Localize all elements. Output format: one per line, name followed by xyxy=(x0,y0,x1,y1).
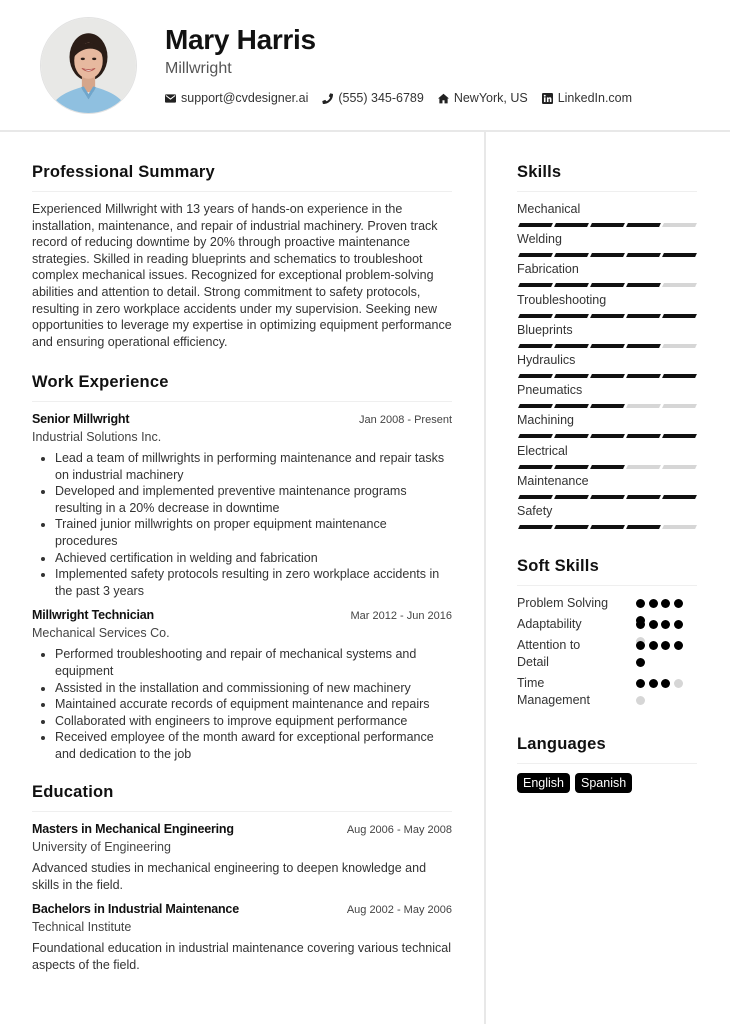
skill-name: Blueprints xyxy=(517,322,573,337)
languages-section xyxy=(517,734,697,793)
soft-skill-name: Adaptability xyxy=(517,617,582,631)
soft-skill-item xyxy=(517,595,697,612)
bar-segment xyxy=(590,374,625,378)
soft-skill-item xyxy=(517,637,697,671)
contact-email[interactable] xyxy=(165,90,308,106)
skill-level-bar xyxy=(519,344,697,348)
bar-segment xyxy=(554,465,589,469)
soft-skills-section xyxy=(517,556,697,713)
contact-row xyxy=(165,90,632,106)
bar-segment xyxy=(518,314,553,318)
section-heading: Soft Skills xyxy=(517,556,697,586)
rating-dot xyxy=(661,641,670,650)
skill-level-bar xyxy=(519,223,697,227)
bar-segment xyxy=(590,404,625,408)
skill-item xyxy=(517,473,697,503)
skill-name: Machining xyxy=(517,413,574,428)
skill-item xyxy=(517,292,697,322)
home-icon xyxy=(438,93,449,104)
bar-segment xyxy=(518,253,553,257)
skill-level-bar xyxy=(519,525,697,529)
bar-segment xyxy=(554,314,589,318)
bar-segment xyxy=(554,434,589,438)
bar-segment xyxy=(554,495,589,499)
bullet-item: • Maintained accurate records of equipment maintenance and repairs xyxy=(55,696,452,713)
bar-segment xyxy=(662,344,697,348)
bar-segment xyxy=(626,344,661,348)
section-heading: Work Experience xyxy=(32,372,452,402)
skill-name: Maintenance xyxy=(517,473,589,488)
skill-name: Welding xyxy=(517,232,562,247)
soft-skill-name: Problem Solving xyxy=(517,596,609,610)
rating-dot xyxy=(649,620,658,629)
bar-segment xyxy=(626,223,661,227)
bullet-item: • Performed troubleshooting and repair of mechanical systems and equipment xyxy=(55,646,452,679)
skill-name: Hydraulics xyxy=(517,352,576,367)
bar-segment xyxy=(590,465,625,469)
rating-dot xyxy=(674,620,683,629)
soft-skill-name: Time Management xyxy=(517,676,590,707)
bar-segment xyxy=(518,404,553,408)
bar-segment xyxy=(662,525,697,529)
bar-segment xyxy=(662,465,697,469)
rating-dot xyxy=(636,679,645,688)
skill-item xyxy=(517,261,697,291)
bar-segment xyxy=(554,404,589,408)
education-dates: Aug 2006 - May 2008 xyxy=(346,824,452,836)
work-experience-section xyxy=(32,372,452,771)
candidate-title: Millwright xyxy=(165,60,232,77)
degree-title: Bachelors in Industrial Maintenance xyxy=(32,902,239,917)
job-entry xyxy=(32,607,452,762)
candidate-name: Mary Harris xyxy=(165,24,316,55)
skill-name: Mechanical xyxy=(517,202,581,216)
job-bullets xyxy=(32,646,452,762)
job-title: Millwright Technician xyxy=(32,608,154,623)
skill-name: Safety xyxy=(517,503,553,518)
bar-segment xyxy=(518,434,553,438)
bar-segment xyxy=(554,223,589,227)
skill-name: Pneumatics xyxy=(517,383,583,398)
skill-name: Electrical xyxy=(517,443,568,458)
summary-text: Experienced Millwright with 13 years of hands-on experience in the installation, maintenance, and repair of industrial machinery. Proven track record of reducing downtime by 20% through proactive maintenance strategies. Skilled in reading blueprints and schematics to troubleshoot complex mechanical issues. Recognized for exceptional problem-solving abilities and attention to detail. Strong commitment to safety protocols, resulting in zero workplace accidents under my supervision. Seeking new opportunities to leverage my expertise in optimizing equipment performance and ensuring operational efficiency. xyxy=(32,202,452,349)
skill-name: Fabrication xyxy=(517,262,579,277)
skill-item xyxy=(517,412,697,442)
bar-segment xyxy=(626,525,661,529)
skill-item xyxy=(517,503,697,533)
section-heading: Education xyxy=(32,782,452,812)
rating-dot xyxy=(649,599,658,608)
job-header xyxy=(32,411,452,429)
job-company: Industrial Solutions Inc. xyxy=(32,430,162,444)
skill-item xyxy=(517,322,697,352)
skill-item xyxy=(517,352,697,382)
soft-skill-item xyxy=(517,616,697,633)
bar-segment xyxy=(518,283,553,287)
education-description: Foundational education in industrial maintenance covering various technical aspects of the field. xyxy=(32,941,452,972)
contact-linkedin[interactable] xyxy=(542,90,632,106)
education-header xyxy=(32,821,452,839)
education-header xyxy=(32,901,452,919)
language-tag: Spanish xyxy=(575,773,632,793)
bar-segment xyxy=(590,283,625,287)
section-heading: Languages xyxy=(517,734,697,764)
soft-skill-rating xyxy=(636,595,688,612)
bar-segment xyxy=(518,495,553,499)
rating-dot xyxy=(636,620,645,629)
bar-segment xyxy=(518,465,553,469)
contact-phone-text: (555) 345-6789 xyxy=(338,91,424,105)
envelope-icon xyxy=(165,93,176,104)
avatar xyxy=(40,17,137,114)
job-company: Mechanical Services Co. xyxy=(32,626,170,641)
soft-skill-rating xyxy=(636,616,688,633)
bar-segment xyxy=(662,223,697,227)
column-divider xyxy=(484,132,486,1024)
bar-segment xyxy=(554,253,589,257)
rating-dot xyxy=(674,679,683,688)
degree-title: Masters in Mechanical Engineering xyxy=(32,822,234,836)
education-entry xyxy=(32,901,452,973)
bar-segment xyxy=(662,253,697,257)
bar-segment xyxy=(626,253,661,257)
rating-dot xyxy=(636,641,645,650)
skill-level-bar xyxy=(519,465,697,469)
language-tags xyxy=(517,773,697,793)
rating-dot xyxy=(674,599,683,608)
school-name: University of Engineering xyxy=(32,840,171,854)
bar-segment xyxy=(554,283,589,287)
soft-skill-rating xyxy=(636,675,688,692)
professional-summary-section xyxy=(32,162,452,350)
bar-segment xyxy=(590,344,625,348)
bullet-item: • Developed and implemented preventive maintenance programs resulting in a 20% decrease in downtime xyxy=(55,483,452,516)
skill-level-bar xyxy=(519,374,697,378)
contact-linkedin-text: LinkedIn.com xyxy=(557,91,633,105)
rating-dot xyxy=(661,599,670,608)
bar-segment xyxy=(662,374,697,378)
job-dates: Mar 2012 - Jun 2016 xyxy=(350,610,452,623)
rating-dot xyxy=(649,679,658,688)
skill-item xyxy=(517,443,697,473)
bar-segment xyxy=(590,253,625,257)
soft-skill-name: Attention to Detail xyxy=(517,638,581,669)
bar-segment xyxy=(626,465,661,469)
contact-email-text: support@cvdesigner.ai xyxy=(181,91,309,105)
bar-segment xyxy=(626,283,661,287)
skill-level-bar xyxy=(519,314,697,318)
bullet-item: • Received employee of the month award for exceptional performance and dedication to the job xyxy=(55,729,452,762)
bar-segment xyxy=(590,434,625,438)
bar-segment xyxy=(662,495,697,499)
bar-segment xyxy=(662,314,697,318)
education-section xyxy=(32,782,452,981)
bar-segment xyxy=(626,374,661,378)
phone-icon xyxy=(322,93,333,104)
bar-segment xyxy=(554,525,589,529)
bar-segment xyxy=(662,434,697,438)
bar-segment xyxy=(626,314,661,318)
skill-item xyxy=(517,231,697,261)
job-title: Senior Millwright xyxy=(32,412,130,426)
job-entry xyxy=(32,411,452,599)
bullet-item: • Implemented safety protocols resulting in zero workplace accidents in the past 3 years xyxy=(55,566,452,599)
section-heading: Skills xyxy=(517,162,697,192)
skill-level-bar xyxy=(519,434,697,438)
skill-item xyxy=(517,382,697,412)
bullet-item: • Trained junior millwrights on proper equipment maintenance procedures xyxy=(55,516,452,549)
linkedin-icon xyxy=(542,93,553,104)
bullet-item: • Lead a team of millwrights in performing maintenance and repair tasks on industrial machinery xyxy=(55,450,452,483)
education-description: Advanced studies in mechanical engineering to deepen knowledge and skills in the field. xyxy=(32,861,427,892)
bar-segment xyxy=(626,495,661,499)
rating-dot xyxy=(661,679,670,688)
skill-level-bar xyxy=(519,404,697,408)
skill-item xyxy=(517,201,697,231)
education-dates: Aug 2002 - May 2006 xyxy=(346,904,452,917)
bar-segment xyxy=(626,404,661,408)
bar-segment xyxy=(626,434,661,438)
rating-dot xyxy=(649,641,658,650)
bar-segment xyxy=(590,525,625,529)
skill-name: Troubleshooting xyxy=(517,292,607,307)
soft-skill-rating xyxy=(636,637,688,654)
rating-dot xyxy=(636,696,645,705)
bullet-item: • Assisted in the installation and commissioning of new machinery xyxy=(55,680,452,697)
resume-header xyxy=(0,0,730,132)
bar-segment xyxy=(590,314,625,318)
rating-dot xyxy=(636,599,645,608)
job-dates: Jan 2008 - Present xyxy=(359,414,452,426)
contact-location xyxy=(438,90,528,106)
bar-segment xyxy=(590,223,625,227)
contact-phone[interactable] xyxy=(322,90,423,106)
bar-segment xyxy=(518,344,553,348)
bar-segment xyxy=(590,495,625,499)
skill-level-bar xyxy=(519,283,697,287)
rating-dot xyxy=(636,658,645,667)
profile-photo-icon xyxy=(41,18,136,113)
soft-skill-item xyxy=(517,675,697,709)
bar-segment xyxy=(554,374,589,378)
bullet-item: • Achieved certification in welding and fabrication xyxy=(55,550,452,567)
bar-segment xyxy=(554,344,589,348)
bar-segment xyxy=(518,525,553,529)
rating-dot xyxy=(661,620,670,629)
education-entry xyxy=(32,821,452,893)
bullet-item: • Collaborated with engineers to improve equipment performance xyxy=(55,713,452,730)
bar-segment xyxy=(662,404,697,408)
bar-segment xyxy=(662,283,697,287)
skills-section xyxy=(517,162,697,533)
bar-segment xyxy=(518,374,553,378)
bar-segment xyxy=(518,223,553,227)
job-header xyxy=(32,607,452,625)
contact-location-text: NewYork, US xyxy=(453,91,528,105)
section-heading: Professional Summary xyxy=(32,162,452,192)
school-name: Technical Institute xyxy=(32,920,132,935)
language-tag: English xyxy=(517,773,570,793)
skill-level-bar xyxy=(519,253,697,257)
skill-level-bar xyxy=(519,495,697,499)
rating-dot xyxy=(674,641,683,650)
job-bullets xyxy=(32,450,452,599)
